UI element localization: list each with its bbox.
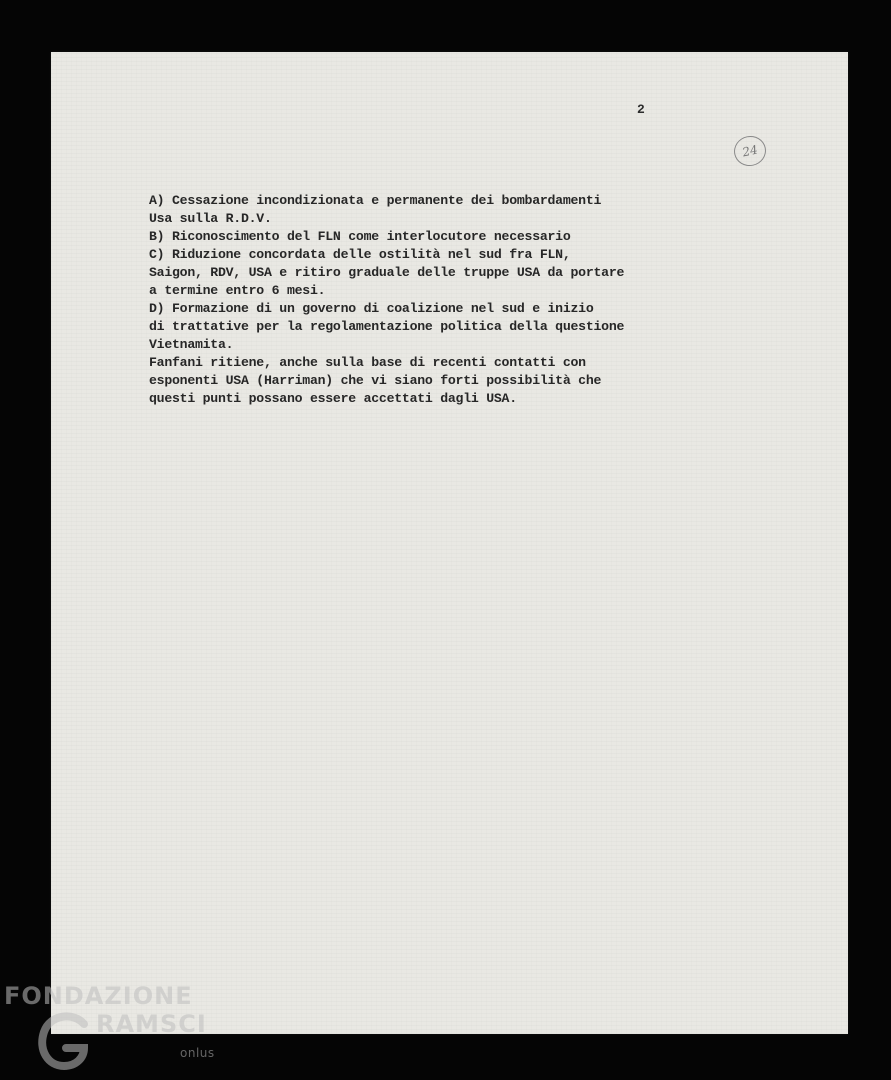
typed-line: a termine entro 6 mesi. [149, 283, 326, 298]
page-number: 2 [637, 102, 645, 117]
archive-stamp [731, 133, 769, 169]
typed-line: esponenti USA (Harriman) che vi siano forti possibilità che [149, 373, 602, 388]
typed-line: B) Riconoscimento del FLN come interlocutore necessario [149, 229, 571, 244]
typed-line: A) Cessazione incondizionata e permanente dei bombardamenti [149, 193, 602, 208]
typed-line: Fanfani ritiene, anche sulla base di recenti contatti con [149, 355, 586, 370]
document-page [51, 52, 848, 1034]
typed-line: Usa sulla R.D.V. [149, 211, 272, 226]
watermark-title: FONDAZIONE [4, 982, 193, 1010]
typed-line: Vietnamita. [149, 337, 234, 352]
watermark-subtitle: RAMSCI [96, 1010, 207, 1038]
archive-mark-number: 24 [741, 142, 759, 160]
typed-line: Saigon, RDV, USA e ritiro graduale delle truppe USA da portare [149, 265, 625, 280]
typed-line: questi punti possano essere accettati dagli USA. [149, 391, 517, 406]
typed-line: C) Riduzione concordata delle ostilità nel sud fra FLN, [149, 247, 571, 262]
typed-line: D) Formazione di un governo di coalizione nel sud e inizio [149, 301, 594, 316]
watermark-suffix: onlus [180, 1046, 215, 1060]
typed-line: di trattative per la regolamentazione politica della questione [149, 319, 625, 334]
watermark-g-logo-icon [36, 1008, 94, 1074]
typed-body [149, 192, 689, 408]
watermark [4, 982, 224, 1077]
